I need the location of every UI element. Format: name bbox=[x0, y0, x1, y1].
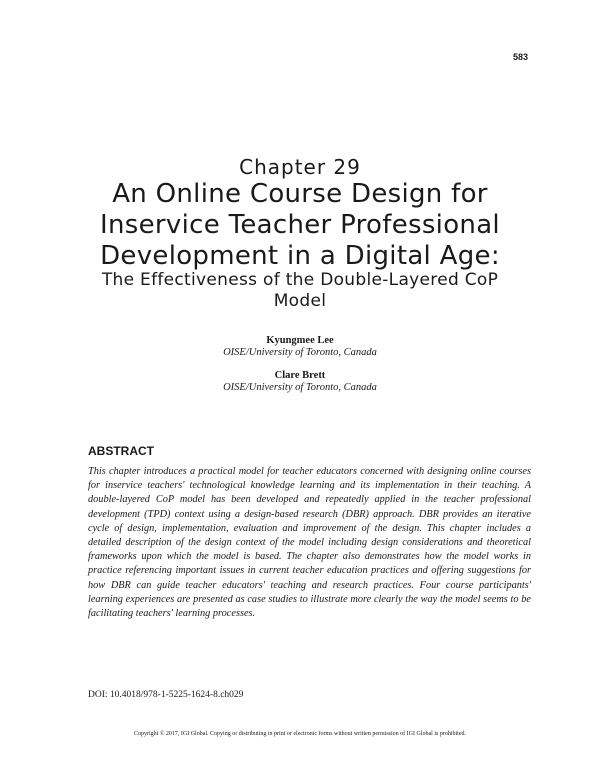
author-block bbox=[0, 370, 600, 393]
chapter-label: Chapter 29 bbox=[239, 155, 361, 179]
doi: DOI: 10.4018/978-1-5225-1624-8.ch029 bbox=[88, 690, 244, 700]
abstract-body: This chapter introduces a practical model for teacher educators concerned with designing online courses for inservice teachers' technological knowledge learning and its implementation in their teaching. A double-layered CoP model has been developed and repeatedly applied in the teacher professional development (TPD) context using a design-based research (DBR) approach. DBR provides an iterative cycle of design, implementation, evaluation and improvement of the design. This chapter includes a detailed description of the design context of the model including design considerations and theoretical frameworks upon which the model is based. The chapter also demonstrates how the model works in practice referencing important issues in current teacher education practices and offering suggestions for how DBR can guide teacher educators' teaching and research practices. Four course participants' learning experiences are presented as case studies to illustrate more clearly the way the model seems to be facilitating teachers' learning processes. bbox=[88, 466, 531, 620]
page-number: 583 bbox=[512, 52, 528, 62]
copyright-notice: Copyright © 2017, IGI Global. Copying or distributing in print or electronic forms without written permission of IGI Global is prohibited. bbox=[133, 731, 466, 737]
chapter-subtitle: The Effectiveness of the Double-Layered CoP Model bbox=[101, 270, 499, 311]
author-name: Clare Brett bbox=[274, 370, 326, 381]
author-name: Kyungmee Lee bbox=[266, 335, 334, 346]
author-block bbox=[0, 335, 600, 358]
abstract-heading: ABSTRACT bbox=[88, 444, 154, 458]
author-affiliation: OISE/University of Toronto, Canada bbox=[223, 347, 377, 358]
chapter-title: An Online Course Design for Inservice Teacher Professional Development in a Digital Age: bbox=[100, 179, 500, 271]
author-affiliation: OISE/University of Toronto, Canada bbox=[223, 382, 377, 393]
